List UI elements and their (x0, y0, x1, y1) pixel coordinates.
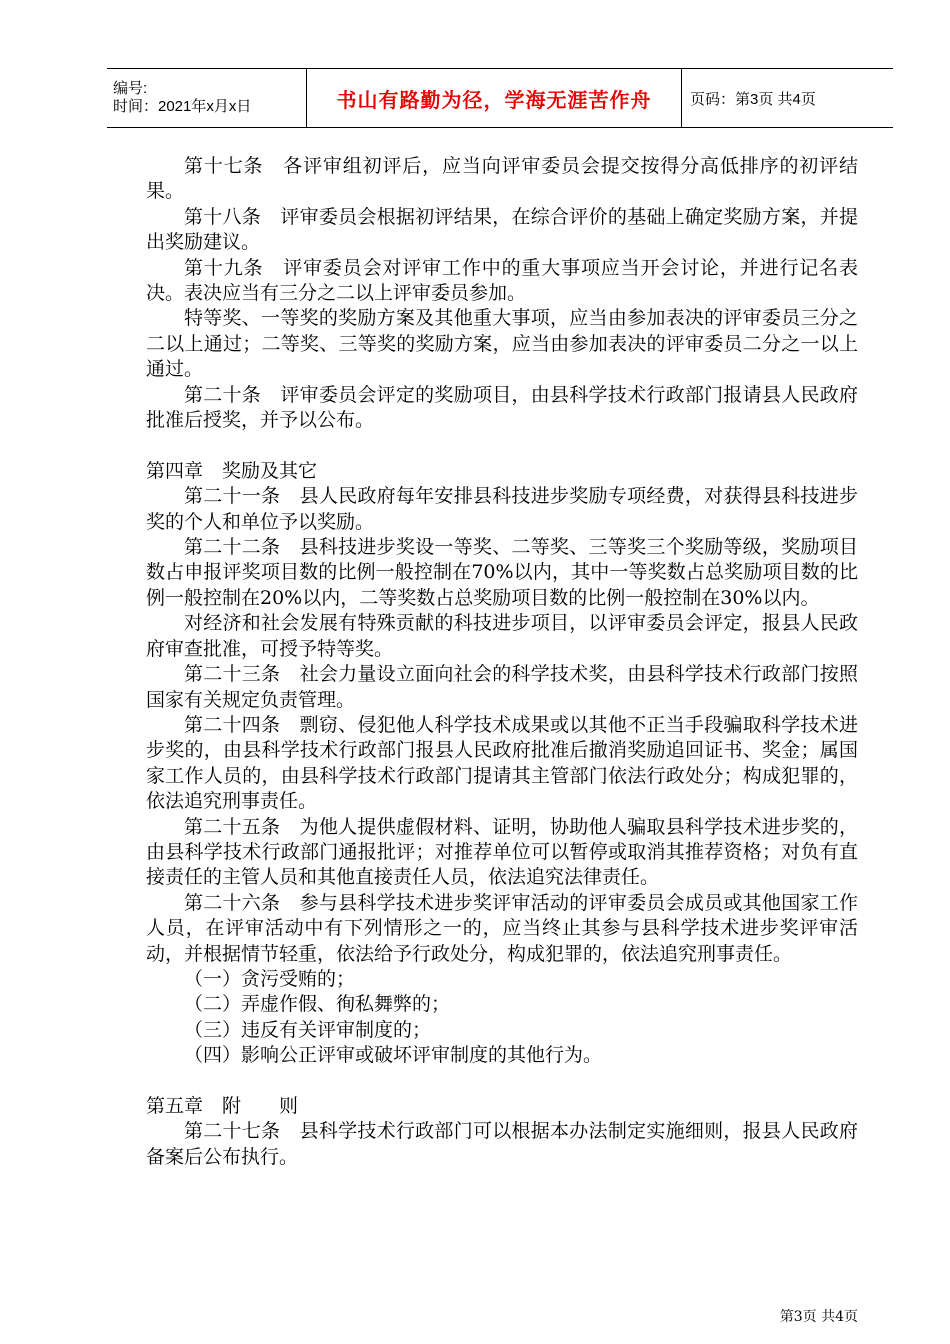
article-paragraph: 第十八条 评审委员会根据初评结果，在综合评价的基础上确定奖励方案，并提出奖励建议。 (146, 205, 858, 254)
page-footer: 第3页 共4页 (779, 1309, 858, 1325)
header-page-cell (682, 69, 893, 127)
article-paragraph: 特等奖、一等奖的奖励方案及其他重大事项，应当由参加表决的评审委员三分之二以上通过；二等奖、三等奖的奖励方案，应当由参加表决的评审委员二分之一以上通过。 (146, 307, 858, 381)
page-header (107, 68, 893, 128)
list-item: （三）违反有关评审制度的； (184, 1018, 432, 1041)
article-paragraph: 第二十三条 社会力量设立面向社会的科学技术奖，由县科学技术行政部门按照国家有关规定负责管理。 (146, 663, 858, 711)
header-motto: 书山有路勤为径，学海无涯苦作舟 (336, 87, 652, 112)
article-paragraph: 第二十四条 剽窃、侵犯他人科学技术成果或以其他不正当手段骗取科学技术进步奖的，由县科学技术行政部门报县人民政府批准后撤消奖励追回证书、奖金；属国家工作人员的，由县科学技术行政部门提请其主管部门依法行政处分；构成犯罪的，依法追究刑事责任。 (146, 713, 858, 813)
article-paragraph: 第十九条 评审委员会对评审工作中的重大事项应当开会讨论，并进行记名表决。表决应当有三分之二以上评审委员参加。 (146, 256, 858, 305)
header-meta-cell (107, 69, 307, 127)
list-item: （二）弄虚作假、徇私舞弊的； (184, 993, 451, 1016)
article-paragraph: 第十七条 各评审组初评后，应当向评审委员会提交按得分高低排序的初评结果。 (146, 155, 858, 203)
header-motto-cell (307, 69, 682, 127)
article-paragraph: 对经济和社会发展有特殊贡献的科技进步项目，以评审委员会评定，报县人民政府审查批准，可授予特等奖。 (146, 612, 858, 660)
document-body (146, 154, 858, 1170)
article-paragraph: 第二十六条 参与县科学技术进步奖评审活动的评审委员会成员或其他国家工作人员，在评审活动中有下列情形之一的，应当终止其参与县科学技术进步奖评审活动，并根据情节轻重，依法给予行政处分，构成犯罪的，依法追究刑事责任。 (146, 891, 858, 965)
document-number-label: 编号: (113, 80, 148, 97)
list-item: （四）影响公正评审或破坏评审制度的其他行为。 (184, 1044, 603, 1067)
article-paragraph: 第二十五条 为他人提供虚假材料、证明，协助他人骗取县科学技术进步奖的，由县科学技术行政部门通报批评；对推荐单位可以暂停或取消其推荐资格；对负有直接责任的主管人员和其他直接责任人员，依法追究法律责任。 (146, 815, 858, 889)
chapter-heading: 第四章 奖励及其它 (146, 459, 318, 482)
article-paragraph: 第二十一条 县人民政府每年安排县科技进步奖励专项经费，对获得县科技进步奖的个人和单位予以奖励。 (146, 485, 858, 533)
list-item: （一）贪污受贿的； (184, 967, 356, 990)
header-page-number: 页码：第3页 共4页 (690, 90, 816, 108)
article-paragraph: 第二十七条 县科学技术行政部门可以根据本办法制定实施细则，报县人民政府备案后公布执行。 (146, 1120, 858, 1168)
chapter-heading: 第五章 附 则 (146, 1095, 299, 1117)
article-paragraph: 第二十二条 县科技进步奖设一等奖、二等奖、三等奖三个奖励等级，奖励项目数占申报评奖项目数的比例一般控制在70%以内，其中一等奖数占总奖励项目数的比例一般控制在20%以内，二等奖数占总奖励项目数的比例一般控制在30%以内。 (146, 536, 858, 609)
article-paragraph: 第二十条 评审委员会评定的奖励项目，由县科学技术行政部门报请县人民政府批准后授奖，并予以公布。 (146, 383, 858, 432)
document-time-label: 时间：2021年x月x日 (113, 98, 252, 115)
